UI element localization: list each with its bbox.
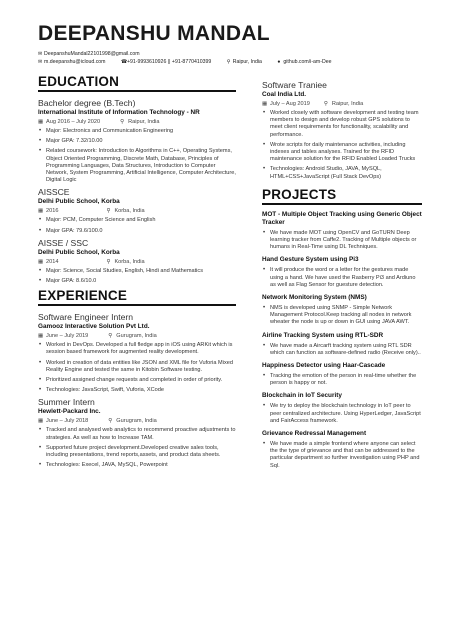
entry-meta: ▦ July – Aug 2019 ⚲ Raipur, India xyxy=(262,101,364,107)
list-item: • Prioritized assigned change requests and completed in order of priority. xyxy=(38,377,236,384)
entry-meta: ▦ June – July 2018 ⚲ Gurugram, India xyxy=(38,418,157,425)
list-item: • We try to deploy the blockchain technology in IoT peer to peer centralized architecture. Using HyperLedger, JavaScript and FairAccess framework. xyxy=(262,403,422,425)
location-pin-icon: ⚲ xyxy=(120,119,125,125)
entry-meta: ▦ June – July 2019 ⚲ Gurugram, India xyxy=(38,333,157,340)
bullet-list xyxy=(38,217,236,234)
project-title: Hand Gesture System using Pi3 xyxy=(262,256,359,264)
project-title: MOT - Multiple Object Tracking using Generic Object Tracker xyxy=(262,210,422,226)
right-column xyxy=(262,78,422,473)
bullet-list xyxy=(262,230,422,252)
list-item: • It will produce the word or a letter for the gestures made using a hand. We have used the Rasberry Pi3 and Ardiuno as well as Flag Sensor for guesture detection. xyxy=(262,267,422,289)
education-entry xyxy=(38,187,236,234)
job-title: Summer Intern xyxy=(38,397,95,408)
calendar-icon: ▦ xyxy=(38,333,44,340)
list-item: • Worked closely with software development and testing team members to design and develop robust GPS solutions to meet client requirements for functionality, scalability and performance. xyxy=(262,110,422,139)
project-entry xyxy=(262,256,422,289)
list-item: • Major: Science, Social Studies, English, Hindi and Mathematics xyxy=(38,268,236,275)
project-title: Grievance Redressal Management xyxy=(262,430,367,438)
location-pin-icon: ⚲ xyxy=(323,101,328,107)
calendar-icon: ▦ xyxy=(38,208,44,215)
job-title: Software Traniee xyxy=(262,80,327,90)
experience-heading: EXPERIENCE xyxy=(38,288,236,306)
location-pin-icon: ⚲ xyxy=(106,208,111,215)
job-title: Software Engineer Intern xyxy=(38,312,134,323)
email-icon: ✉ xyxy=(38,51,43,57)
company-name: Hewlett-Packard Inc. xyxy=(38,408,101,416)
project-entry xyxy=(262,362,422,387)
list-item: • Worked in creation of data entities like JSON and XML file for Vuforia Mixed Reality Engine and tested the same in Kitobin Software testing. xyxy=(38,360,236,374)
candidate-name: DEEPANSHU MANDAL xyxy=(38,22,270,45)
entry-meta: ▦ Aug 2016 – July 2020 ⚲ Raipur, India xyxy=(38,119,160,125)
project-entry xyxy=(262,211,422,252)
list-item: • Related coursework: Introduction to Algorithms in C++, Operating Systems, Object Oriented Programming, Discrete Math, Database, Principles of Programming Languages, Data Structures, Introduction to Computer Network, System Programming, Artificial Intelligence, Computer Architecture, Digital Logic xyxy=(38,148,236,184)
list-item: • Technologies: Execel, JAVA, MySQL, Powerpoint xyxy=(38,462,236,469)
company-name: Coal India Ltd. xyxy=(262,91,307,98)
bullet-list xyxy=(262,343,422,357)
bullet-list xyxy=(262,305,422,327)
list-item: • We have made a Aircarft tracking system using RTL SDR which can function as software-defined radio (Receive only).. xyxy=(262,343,422,357)
list-item: • Tracking the emotion of the person in real-time whether the person is happy or not. xyxy=(262,373,422,387)
location-pin-icon: ⚲ xyxy=(108,418,113,425)
institution-name: Delhi Public School, Korba xyxy=(38,248,120,256)
list-item: • Wrote scripts for daily maintenance activities, including indexes and tables analyses. Trained for the RFID maintenance solution for the RFID Enabled Loaded Trucks xyxy=(262,142,422,164)
project-title: Network Monitoring System (NMS) xyxy=(262,294,367,302)
institution-name: Delhi Public School, Korba xyxy=(38,198,120,206)
bullet-list xyxy=(262,373,422,387)
list-item: • Major GPA: 7.32/10.00 xyxy=(38,138,236,145)
bullet-list xyxy=(262,267,422,289)
project-entry xyxy=(262,392,422,425)
bullet-list xyxy=(38,342,236,394)
contact-phone[interactable]: ☎+91-9993610926 || +91-8770410399 xyxy=(120,59,212,65)
contact-github[interactable]: ● github.com/i-am-Dee xyxy=(277,59,332,65)
education-entry xyxy=(38,98,236,184)
entry-meta: ▦ 2014 ⚲ Korba, India xyxy=(38,258,145,265)
contact-email-primary[interactable]: ✉ DeepanshuMandal22101998@gmail.com xyxy=(38,51,140,57)
project-title: Blockchain in IoT Security xyxy=(262,392,342,400)
degree-title: AISSCE xyxy=(38,187,70,198)
project-title: Happiness Detector using Haar-Cascade xyxy=(262,362,386,370)
degree-title: AISSE / SSC xyxy=(38,237,89,248)
calendar-icon: ▦ xyxy=(38,119,44,125)
list-item: • Worked in DevOps. Developed a full fledge app in iOS using ARKit which is session based framework for augmented reality development. xyxy=(38,342,236,356)
list-item: • Technologies: JavaScript, Swift, Vuforia, XCode xyxy=(38,387,236,394)
phone-icon: ☎ xyxy=(120,59,128,65)
bullet-list xyxy=(38,427,236,469)
contact-block xyxy=(38,50,346,66)
bullet-list xyxy=(38,128,236,184)
calendar-icon: ▦ xyxy=(38,258,44,265)
contact-email-secondary[interactable]: ✉ m.deepanshu@icloud.com xyxy=(38,59,106,65)
bullet-list xyxy=(262,441,422,470)
project-title: Airline Tracking System using RTL-SDR xyxy=(262,331,384,339)
list-item: • Major: PCM, Computer Science and English xyxy=(38,217,236,224)
list-item: • Tracked and analysed web analytics to recommend proactive adjustments to strategies. As well as how to Increase TAM. xyxy=(38,427,236,441)
list-item: • We have made MOT using OpenCV and GoTURN Deep learning tracker from Caffe2. Tracking of Multiple objects or humans in Real-Time using DL Techniques. xyxy=(262,230,422,252)
list-item: • We have made a simple frontend where anyone can select the the type of grievance and that can be addressed to the particular department so further investigation using PHP and Sql. xyxy=(262,441,422,470)
education-heading: EDUCATION xyxy=(38,74,236,92)
bullet-list xyxy=(262,403,422,425)
calendar-icon: ▦ xyxy=(262,101,268,107)
list-item: • Major GPA: 79.6/100.0 xyxy=(38,228,236,235)
experience-entry xyxy=(38,397,236,469)
list-item: • Major GPA: 8.6/10.0 xyxy=(38,278,236,285)
email-icon: ✉ xyxy=(38,59,43,65)
company-name: Gamooz Interactive Solution Pvt Ltd. xyxy=(38,323,150,331)
github-icon: ● xyxy=(277,59,281,65)
bullet-list xyxy=(262,110,422,181)
list-item: • NMS is developed using SNMP - Simple Network Management Protocol.Keep tracking all nodes in network wheater the node is up or down in GUI using JAVA AWT. xyxy=(262,305,422,327)
projects-heading: PROJECTS xyxy=(262,187,422,205)
project-entry xyxy=(262,430,422,470)
location-pin-icon: ⚲ xyxy=(106,258,111,265)
project-entry xyxy=(262,294,422,327)
experience-entry xyxy=(262,80,422,181)
location-pin-icon: ⚲ xyxy=(108,333,113,340)
bullet-list xyxy=(38,268,236,285)
calendar-icon: ▦ xyxy=(38,418,44,425)
degree-title: Bachelor degree (B.Tech) xyxy=(38,98,136,108)
institution-name: International Institute of Information Technology - NR xyxy=(38,109,200,116)
education-entry xyxy=(38,238,236,285)
project-entry xyxy=(262,332,422,357)
experience-entry xyxy=(38,312,236,394)
location-pin-icon: ⚲ xyxy=(226,59,231,65)
list-item: • Major: Electronics and Communication Engineering xyxy=(38,128,236,135)
list-item: • Supported future project development.Developed creative sales tools, including presentations, trend reports,assets, and product data sheets. xyxy=(38,445,236,459)
contact-location: ⚲ Raipur, India xyxy=(226,59,262,65)
list-item: • Technologies: Android Studio, JAVA, MySQL, HTML+CSS+JavaScript (Full Stack DevOps) xyxy=(262,166,422,180)
entry-meta: ▦ 2016 ⚲ Korba, India xyxy=(38,208,145,215)
left-column xyxy=(38,72,236,472)
